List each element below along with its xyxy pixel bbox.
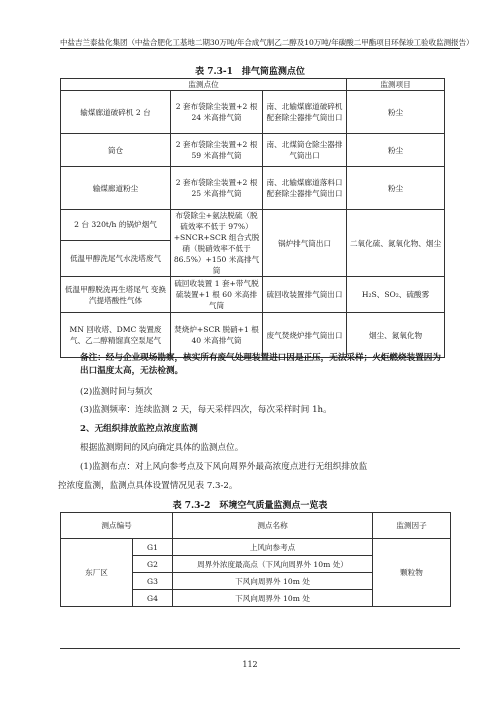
table-row xyxy=(61,134,445,167)
table-cell: G1 xyxy=(133,539,173,556)
table-row xyxy=(61,91,445,134)
table-cell: 低温甲醇脱洗再生塔尾气 变换汽提塔酸性气体 xyxy=(61,277,171,313)
page-header: 中盐吉兰泰盐化集团（中盐合肥化工基地二期30万吨/年合成气制乙二醇及10万吨/年碳酸二甲酯项目环保竣工验收监测报告） xyxy=(60,38,474,47)
table-cell: 低温甲醇洗尾气水洗塔废气 xyxy=(61,240,171,276)
note-label: 备注： xyxy=(80,353,106,363)
table-cell: 粉尘 xyxy=(347,167,445,210)
table-cell: 废气焚烧炉排气筒出口 xyxy=(263,313,347,358)
table2-header-id: 测点编号 xyxy=(61,513,173,539)
table-row xyxy=(61,210,445,241)
table2-area: 东厂区 xyxy=(61,539,133,607)
table-cell: 2 台 320t/h 的锅炉烟气 xyxy=(61,210,171,241)
table-cell: G2 xyxy=(133,556,173,573)
table1-header-point: 监测点位 xyxy=(61,79,347,91)
table-cell: G4 xyxy=(133,590,173,607)
table1-note xyxy=(80,352,448,378)
header-divider xyxy=(60,48,460,49)
section-monitoring-frequency: (3)监测频率：连续监测 2 天，每天采样四次，每次采样时间 1h。 xyxy=(80,405,332,415)
table-cell: 焚烧炉+SCR 脱硝+1 根 40 米高排气筒 xyxy=(171,313,263,358)
table-cell: 筒仓 xyxy=(61,134,171,167)
table-cell: 输煤廊道破碎机 2 台 xyxy=(61,91,171,134)
table-row xyxy=(61,313,445,358)
table2-header-name: 测点名称 xyxy=(173,513,373,539)
table1-header-item: 监测项目 xyxy=(347,79,445,91)
table2-header-factor: 监测因子 xyxy=(373,513,451,539)
table-cell: 硫回收装置排气筒出口 xyxy=(263,277,347,313)
table-cell: 二氧化硫、氮氧化物、烟尘 xyxy=(347,210,445,277)
footer-divider xyxy=(60,648,460,649)
ambient-monitoring-table xyxy=(60,512,451,607)
table-cell: 硫回收装置 1 套+带气脱硫装置+1 根 60 米高排气筒 xyxy=(171,277,263,313)
table-row xyxy=(61,539,451,556)
note-text: 经与企业现场勘察，核实所有废气处理装置进口因是正压，无法采样；火炬燃烧装置因为出口温度太高，无法检测。 xyxy=(80,353,441,376)
table-cell: 上风向参考点 xyxy=(173,539,373,556)
table-cell: 2 套布袋除尘装置+2 根 59 米高排气筒 xyxy=(171,134,263,167)
table-cell: H₂S、SO₂、硫酸雾 xyxy=(347,277,445,313)
table-cell: G3 xyxy=(133,573,173,590)
table-cell: 布袋除尘+氨法脱硫（脱硫效率不低于 97%）+SNCR+SCR 组合式脱硝（脱硝效率不低于 86.5%）+150 米高排气筒 xyxy=(171,210,263,277)
table-cell: 南、北输煤廊道落料口配套除尘器排气筒出口 xyxy=(263,167,347,210)
table1-caption: 表 7.3-1 排气筒监测点位 xyxy=(195,67,305,77)
page-number: 112 xyxy=(242,660,258,669)
section-monitoring-time: (2)监测时间与频次 xyxy=(80,387,153,397)
exhaust-monitoring-table xyxy=(60,78,445,358)
paragraph-layout-2: 控浓度监测，监测点具体设置情况见表 7.3-2。 xyxy=(58,481,238,491)
table-cell: MN 回收塔、DMC 装置废气、乙二醇精馏真空泵尾气 xyxy=(61,313,171,358)
table-cell: 南、北输煤廊道破碎机配套除尘器排气筒出口 xyxy=(263,91,347,134)
table-cell: 下风向周界外 10m 处 xyxy=(173,573,373,590)
section-heading-unorganized: 2、无组织排放监控点浓度监测 xyxy=(80,424,198,434)
paragraph-layout-1: (1)监测布点：对上风向参考点及下风向周界外最高浓度点进行无组织排放监 xyxy=(80,462,368,472)
table-cell: 南、北煤筒仓除尘器排气筒出口 xyxy=(263,134,347,167)
table-cell: 输煤廊道粉尘 xyxy=(61,167,171,210)
table-row xyxy=(61,277,445,313)
paragraph-wind: 根据监测期间的风向确定具体的监测点位。 xyxy=(80,443,244,453)
table-cell: 粉尘 xyxy=(347,134,445,167)
table2-caption: 表 7.3-2 环境空气质量监测点一览表 xyxy=(172,501,328,511)
table-cell: 2 套布袋除尘装置+2 根 24 米高排气筒 xyxy=(171,91,263,134)
table-cell: 锅炉排气筒出口 xyxy=(263,210,347,277)
table-row xyxy=(61,167,445,210)
table2-factor: 颗粒物 xyxy=(373,539,451,607)
table-cell: 粉尘 xyxy=(347,91,445,134)
table-cell: 烟尘、氮氧化物 xyxy=(347,313,445,358)
table-cell: 下风向周界外 10m 处 xyxy=(173,590,373,607)
table-cell: 2 套布袋除尘装置+2 根 25 米高排气筒 xyxy=(171,167,263,210)
table-cell: 周界外浓度最高点（下风向周界外 10m 处） xyxy=(173,556,373,573)
